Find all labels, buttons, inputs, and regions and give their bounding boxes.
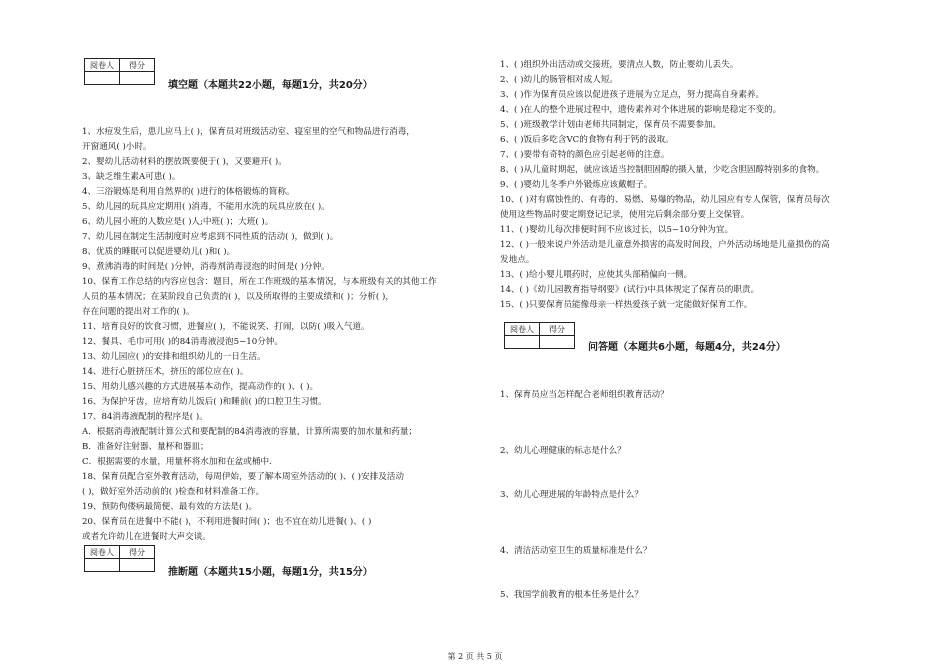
fill-line: A．根据消毒液配制计算公式和要配制的84消毒液的容量，计算所需要的加水量和药量； <box>82 427 418 437</box>
score-cell[interactable] <box>540 336 575 349</box>
score-cell[interactable] <box>120 559 155 572</box>
judge-line: 13、( )给小婴儿喂药时，应使其头部稍偏向一侧。 <box>500 270 693 280</box>
fill-line: 存在问题的提出对工作的( )。 <box>82 307 195 317</box>
fill-line: 10、保育工作总结的内容应包含：题目，所在工作班级的基本情况，与本班级有关的其他工作 <box>82 277 437 287</box>
score-cell[interactable] <box>120 72 155 85</box>
qa-question: 3、幼儿心理进展的年龄特点是什么？ <box>500 490 643 500</box>
qa-question: 2、幼儿心理健康的标志是什么？ <box>500 446 626 456</box>
fill-line: 开窗通风( )小时。 <box>82 142 152 152</box>
fill-line: 1、水痘发生后，患儿应马上( )，保育员对班级活动室、寝室里的空气和物品进行消毒， <box>82 127 415 137</box>
fill-section-title: 填空题（本题共22小题，每题1分，共20分） <box>168 80 373 91</box>
reviewer-label: 阅卷人 <box>505 323 540 336</box>
score-box-fill <box>84 58 155 85</box>
judge-line: 2、( )幼儿的肠管相对成人短。 <box>500 75 619 85</box>
fill-line: 18、保育员配合室外教育活动，每周伊始，要了解本周室外活动的( )、( )安排及活动 <box>82 472 404 482</box>
qa-question: 4、清洁活动室卫生的质量标准是什么？ <box>500 546 652 556</box>
judge-line: 发地点。 <box>500 255 535 265</box>
judge-line: 15、( )只要保育员能像母亲一样热爱孩子就一定能做好保育工作。 <box>500 300 753 310</box>
qa-question: 5、我国学前教育的根本任务是什么？ <box>500 590 643 600</box>
reviewer-label: 阅卷人 <box>85 546 120 559</box>
fill-line: 16、为保护牙齿，应培育幼儿饭后( )和睡前( )的口腔卫生习惯。 <box>82 397 327 407</box>
judge-section-title: 推断题（本题共15小题，每题1分，共15分） <box>168 567 373 578</box>
fill-line: 4、三浴锻炼是利用自然界的( )进行的体格锻炼的简称。 <box>82 187 295 197</box>
fill-line: 17、84消毒液配制的程序是( )。 <box>82 412 208 422</box>
fill-line: 14、进行心脏挤压术，挤压的部位应在( )。 <box>82 367 249 377</box>
judge-line: 9、( )婴幼儿冬季户外锻炼应该戴帽子。 <box>500 180 653 190</box>
reviewer-cell[interactable] <box>85 72 120 85</box>
score-box-judge <box>84 545 155 572</box>
fill-line: B．准备好注射器、量杯和器皿； <box>82 442 209 452</box>
judge-line: 使用这些物品时要定期登记记录，使用完后剩余部分要上交保管。 <box>500 210 750 220</box>
judge-line: 7、( )要带有奇特的颜色应引起老师的注意。 <box>500 150 670 160</box>
fill-line: 或者允许幼儿在进餐时大声交谈。 <box>82 532 211 542</box>
judge-line: 5、( )班级教学计划由老师共同制定，保育员不需要参加。 <box>500 120 722 130</box>
score-label: 得分 <box>540 323 575 336</box>
fill-line: 13、幼儿园应( )的安排和组织幼儿的一日生活。 <box>82 352 266 362</box>
fill-line: 15、用幼儿感兴趣的方式进展基本动作，提高动作的( )、( )。 <box>82 382 319 392</box>
fill-line: 3、缺乏维生素A可患( )。 <box>82 172 181 182</box>
fill-line: ( )，做好室外活动前的( )检查和材料准备工作。 <box>82 487 265 497</box>
fill-line: 7、幼儿园在制定生活制度时应考虑到不同性质的活动( )，做到( )。 <box>82 232 339 242</box>
reviewer-cell[interactable] <box>85 559 120 572</box>
fill-line: 20、保育员在进餐中不能( )，不利用进餐时间( )；也不宜在幼儿进餐( )、( ) <box>82 517 372 527</box>
qa-section-title: 问答题（本题共6小题，每题4分，共24分） <box>588 342 786 353</box>
judge-line: 3、( )作为保育员应该以促进孩子进展为立足点，努力提高自身素养。 <box>500 90 765 100</box>
judge-line: 14、( )《幼儿园教育指导纲要》(试行)中具体规定了保育员的职责。 <box>500 285 760 295</box>
fill-line: 人员的基本情况；在某阶段自己负责的( )，以及所取得的主要成绩和( )；分析( )， <box>82 292 394 302</box>
judge-line: 4、( )在人的整个进展过程中，遗传素养对个体进展的影响是稳定不变的。 <box>500 105 782 115</box>
fill-line: 6、幼儿园小班的人数应是( )人;中班( )；大班( )。 <box>82 217 274 227</box>
fill-line: 19、预防佝偻病最简便、最有效的方法是( )。 <box>82 502 258 512</box>
judge-line: 10、( )对有腐蚀性的、有毒的、易燃、易爆的物品，幼儿园应有专人保管，保育员每次 <box>500 195 830 205</box>
fill-line: 5、幼儿园的玩具应定期用( )消毒，不能用水洗的玩具应放在( )。 <box>82 202 330 212</box>
score-label: 得分 <box>120 546 155 559</box>
reviewer-cell[interactable] <box>505 336 540 349</box>
qa-question: 1、保育员应当怎样配合老师组织教育活动？ <box>500 390 669 400</box>
judge-line: 6、( )饭后多吃含VC的食物有利于钙的汲取。 <box>500 135 674 145</box>
fill-line: 2、婴幼儿活动材料的摆放既要便于( )，又要避开( )。 <box>82 157 287 167</box>
judge-line: 11、( )婴幼儿每次排便时间不应该过长，以5~10分钟为宜。 <box>500 225 734 235</box>
page-footer: 第 2 页 共 5 页 <box>447 652 503 661</box>
judge-line: 12、( )一般来说户外活动是儿童意外损害的高发时间段，户外活动场地是儿童损伤的高 <box>500 240 830 250</box>
score-label: 得分 <box>120 59 155 72</box>
fill-line: 8、优质的睡眠可以促进婴幼儿( )和( )。 <box>82 247 236 257</box>
fill-line: 9、煮沸消毒的时间是( )分钟，消毒剂消毒浸泡的时间是( )分钟。 <box>82 262 330 272</box>
judge-line: 1、( )组织外出活动或交接班，要清点人数，防止婴幼儿丢失。 <box>500 60 739 70</box>
fill-line: 12、餐具、毛巾可用( )的84消毒液浸泡5−10分钟。 <box>82 337 284 347</box>
judge-line: 8、( )从儿童时期起，就应该适当控制胆固醇的摄入量，少吃含胆固醇特别多的食物。 <box>500 165 825 175</box>
fill-line: C．根据需要的水量，用量杯将水加和在盆或桶中. <box>82 457 272 467</box>
reviewer-label: 阅卷人 <box>85 59 120 72</box>
score-box-qa <box>504 322 575 349</box>
fill-line: 11、培育良好的饮食习惯，进餐应( )，不能说笑、打闹，以防( )吸入气道。 <box>82 322 370 332</box>
